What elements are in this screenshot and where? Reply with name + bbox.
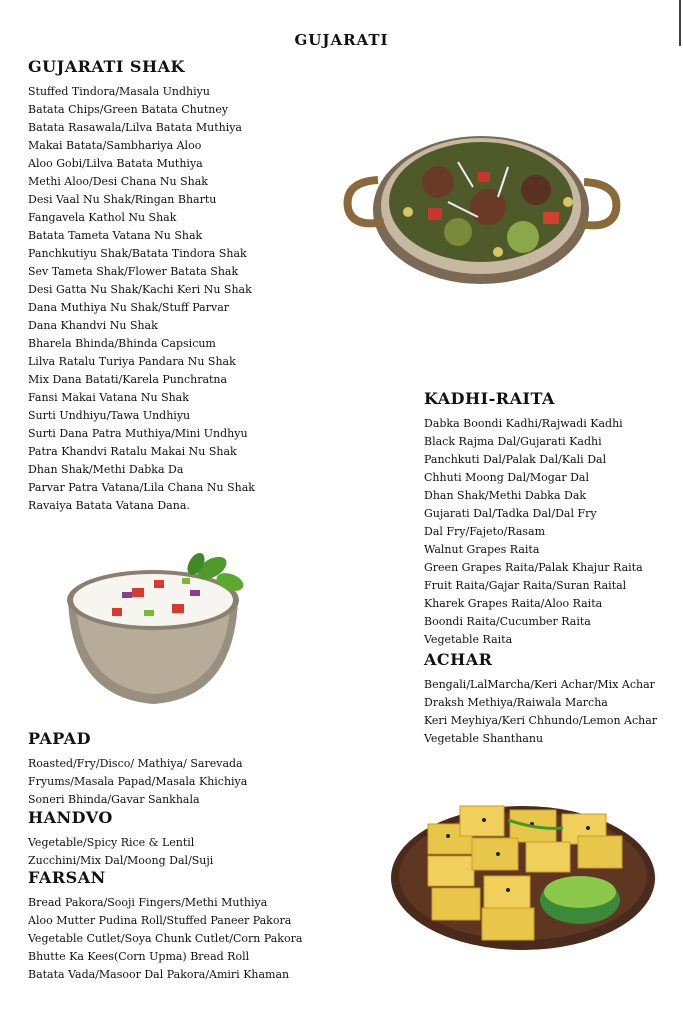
menu-item: Walnut Grapes Raita: [424, 543, 540, 556]
menu-item: Patra Khandvi Ratalu Makai Nu Shak: [28, 445, 237, 458]
section-gujarati-shak: [28, 57, 255, 515]
section-heading: HANDVO: [28, 808, 113, 827]
menu-item: Kharek Grapes Raita/Aloo Raita: [424, 597, 603, 610]
menu-item: Batata Chips/Green Batata Chutney: [28, 103, 229, 116]
menu-item: Black Rajma Dal/Gujarati Kadhi: [424, 435, 602, 448]
menu-item: Vegetable Shanthanu: [424, 732, 544, 745]
menu-item: Surti Undhiyu/Tawa Undhiyu: [28, 409, 191, 422]
menu-item: Roasted/Fry/Disco/ Mathiya/ Sarevada: [28, 757, 243, 770]
menu-item: Panchkuti Dal/Palak Dal/Kali Dal: [424, 453, 607, 466]
menu-item: Bengali/LalMarcha/Keri Achar/Mix Achar: [424, 678, 655, 691]
menu-list: [28, 834, 213, 870]
menu-item: Makai Batata/Sambhariya Aloo: [28, 139, 202, 152]
menu-item: Dhan Shak/Methi Dabka Da: [28, 463, 184, 476]
menu-item: Parvar Patra Vatana/Lila Chana Nu Shak: [28, 481, 255, 494]
page-title: GUJARATI: [294, 31, 389, 49]
menu-item: Gujarati Dal/Tadka Dal/Dal Fry: [424, 507, 597, 520]
section-papad: [28, 729, 247, 809]
section-achar: [424, 650, 657, 748]
menu-item: Sev Tameta Shak/Flower Batata Shak: [28, 265, 239, 278]
section-heading: FARSAN: [28, 868, 106, 887]
menu-item: Desi Gatta Nu Shak/Kachi Keri Nu Shak: [28, 283, 252, 296]
section-handvo: [28, 808, 213, 870]
menu-item: Dana Muthiya Nu Shak/Stuff Parvar: [28, 301, 230, 314]
menu-item: Methi Aloo/Desi Chana Nu Shak: [28, 175, 208, 188]
section-heading: PAPAD: [28, 729, 91, 748]
menu-item: Fruit Raita/Gajar Raita/Suran Raital: [424, 579, 627, 592]
menu-item: Fansi Makai Vatana Nu Shak: [28, 391, 189, 404]
menu-item: Dal Fry/Fajeto/Rasam: [424, 525, 546, 538]
section-heading: GUJARATI SHAK: [28, 57, 185, 76]
menu-item: Draksh Methiya/Raiwala Marcha: [424, 696, 608, 709]
section-kadhi-raita: [424, 389, 643, 649]
menu-item: Vegetable Cutlet/Soya Chunk Cutlet/Corn Pakora: [28, 932, 303, 945]
menu-item: Batata Rasawala/Lilva Batata Muthiya: [28, 121, 242, 134]
menu-item: Keri Meyhiya/Keri Chhundo/Lemon Achar: [424, 714, 658, 727]
menu-item: Bharela Bhinda/Bhinda Capsicum: [28, 337, 216, 350]
section-farsan: [28, 868, 302, 984]
menu-item: Panchkutiyu Shak/Batata Tindora Shak: [28, 247, 247, 260]
menu-item: Bhutte Ka Kees(Corn Upma) Bread Roll: [28, 950, 250, 963]
menu-item: Bread Pakora/Sooji Fingers/Methi Muthiya: [28, 896, 268, 909]
raita-bowl-image: [62, 548, 244, 710]
dhokla-plate-image: [388, 800, 658, 952]
menu-item: Zucchini/Mix Dal/Moong Dal/Suji: [28, 854, 214, 867]
menu-item: Stuffed Tindora/Masala Undhiyu: [28, 85, 210, 98]
menu-list: [28, 894, 302, 984]
menu-item: Desi Vaal Nu Shak/Ringan Bhartu: [28, 193, 217, 206]
menu-item: Dabka Boondi Kadhi/Rajwadi Kadhi: [424, 417, 623, 430]
menu-item: Green Grapes Raita/Palak Khajur Raita: [424, 561, 643, 574]
menu-item: Boondi Raita/Cucumber Raita: [424, 615, 591, 628]
menu-item: Batata Vada/Masoor Dal Pakora/Amiri Khaman: [28, 968, 290, 981]
menu-item: Dana Khandvi Nu Shak: [28, 319, 158, 332]
menu-item: Dhan Shak/Methi Dabka Dak: [424, 489, 587, 502]
menu-list: [424, 676, 657, 748]
menu-item: Aloo Mutter Pudina Roll/Stuffed Paneer Pakora: [28, 914, 292, 927]
section-heading: ACHAR: [424, 650, 493, 669]
menu-item: Chhuti Moong Dal/Mogar Dal: [424, 471, 589, 484]
menu-item: Lilva Ratalu Turiya Pandara Nu Shak: [28, 355, 236, 368]
menu-item: Fangavela Kathol Nu Shak: [28, 211, 177, 224]
menu-list: [424, 415, 643, 649]
menu-item: Soneri Bhinda/Gavar Sankhala: [28, 793, 200, 806]
menu-item: Aloo Gobi/Lilva Batata Muthiya: [28, 157, 203, 170]
menu-item: Surti Dana Patra Muthiya/Mini Undhyu: [28, 427, 248, 440]
menu-item: Batata Tameta Vatana Nu Shak: [28, 229, 203, 242]
menu-item: Ravaiya Batata Vatana Dana.: [28, 499, 190, 512]
menu-item: Vegetable Raita: [424, 633, 513, 646]
menu-item: Vegetable/Spicy Rice & Lentil: [28, 836, 195, 849]
section-heading: KADHI-RAITA: [424, 389, 555, 408]
menu-list: [28, 755, 247, 809]
menu-item: Mix Dana Batati/Karela Punchratna: [28, 373, 228, 386]
menu-list: [28, 83, 255, 515]
undhiyu-bowl-image: [338, 112, 624, 290]
menu-item: Fryums/Masala Papad/Masala Khichiya: [28, 775, 248, 788]
